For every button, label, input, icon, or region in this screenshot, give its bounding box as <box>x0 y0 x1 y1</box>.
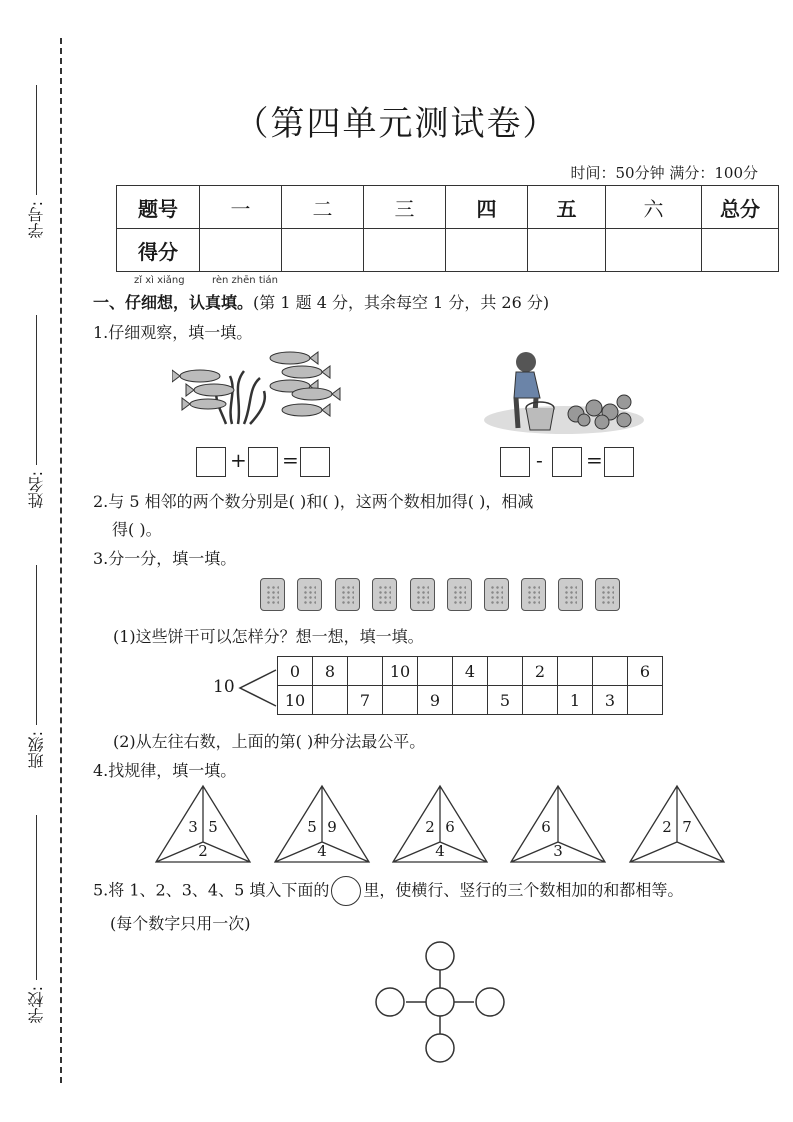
answer-circle[interactable] <box>376 988 404 1016</box>
split-cell[interactable] <box>453 686 488 715</box>
pinyin-1: zǐ xì xiǎng <box>134 275 185 286</box>
biscuit-icon <box>335 578 360 611</box>
answer-circle[interactable] <box>426 942 454 970</box>
split-cell[interactable] <box>523 686 558 715</box>
question-5: 5.将 1、2、3、4、5 填入下面的 里，使横行、竖行的三个数相加的和都相等。 <box>93 876 683 906</box>
plus-sign: + <box>230 448 247 472</box>
page-title: （第四单元测试卷） <box>234 104 559 144</box>
triangle-pattern <box>150 782 730 866</box>
split-cell: 0 <box>278 657 313 686</box>
split-cell[interactable] <box>593 657 628 686</box>
answer-box[interactable] <box>604 447 634 477</box>
split-cell: 2 <box>523 657 558 686</box>
split-cell[interactable] <box>628 686 663 715</box>
question-4: 4.找规律，填一填。 <box>93 761 237 780</box>
boy-with-balls-illustration <box>484 350 644 435</box>
split-bracket <box>238 668 278 708</box>
score-header-cell: 二 <box>282 186 364 229</box>
split-cell: 9 <box>418 686 453 715</box>
split-cell: 3 <box>593 686 628 715</box>
score-header-cell: 三 <box>364 186 446 229</box>
answer-box[interactable] <box>552 447 582 477</box>
score-header-cell: 五 <box>528 186 606 229</box>
score-cell[interactable] <box>282 229 364 272</box>
circle-icon <box>331 876 361 906</box>
split-cell[interactable] <box>488 657 523 686</box>
triangle-number: 9 <box>327 818 337 836</box>
split-cell: 1 <box>558 686 593 715</box>
question-3-sub2: (2)从左往右数，上面的第( )种分法最公平。 <box>113 732 426 751</box>
score-cell[interactable] <box>364 229 446 272</box>
score-cell[interactable] <box>200 229 282 272</box>
biscuit-icon <box>521 578 546 611</box>
biscuit-icon <box>410 578 435 611</box>
split-cell[interactable] <box>383 686 418 715</box>
question-1: 1.仔细观察，填一填。 <box>93 323 253 342</box>
split-cell: 10 <box>278 686 313 715</box>
total-ten: 10 <box>213 677 235 697</box>
score-row-label: 得分 <box>117 229 200 272</box>
triangle-number: 2 <box>425 818 435 836</box>
split-cell: 6 <box>628 657 663 686</box>
student-id-label: 学号: <box>18 85 54 238</box>
equals-sign: = <box>282 448 299 472</box>
class-label: 班级: <box>18 565 54 768</box>
binding-dashed-line <box>60 38 62 1083</box>
biscuit-icon <box>297 578 322 611</box>
minus-sign: - <box>536 448 543 472</box>
answer-box[interactable] <box>196 447 226 477</box>
triangle-number: 6 <box>445 818 455 836</box>
triangle-number: 5 <box>307 818 317 836</box>
triangle-number: 2 <box>662 818 672 836</box>
triangle-number: 2 <box>198 842 208 860</box>
time-score-info: 时间：50分钟 满分：100分 <box>570 164 758 182</box>
question-2-line2: 得( )。 <box>112 520 162 539</box>
split-table <box>277 656 663 715</box>
biscuit-icon <box>372 578 397 611</box>
section1-heading: 一、仔细想，认真填。(第 1 题 4 分，其余每空 1 分，共 26 分) <box>93 293 550 312</box>
biscuit-icon <box>595 578 620 611</box>
answer-circle[interactable] <box>426 1034 454 1062</box>
score-header-cell: 四 <box>446 186 528 229</box>
split-cell[interactable] <box>348 657 383 686</box>
score-cell[interactable] <box>446 229 528 272</box>
triangle-number: 3 <box>188 818 198 836</box>
answer-box[interactable] <box>248 447 278 477</box>
score-header-cell: 六 <box>606 186 702 229</box>
answer-box[interactable] <box>500 447 530 477</box>
triangle-number: 7 <box>682 818 692 836</box>
triangle-number: 5 <box>208 818 218 836</box>
score-cell[interactable] <box>702 229 779 272</box>
split-cell[interactable] <box>418 657 453 686</box>
split-cell: 7 <box>348 686 383 715</box>
score-cell[interactable] <box>528 229 606 272</box>
split-cell[interactable] <box>558 657 593 686</box>
triangle-number: 4 <box>435 842 445 860</box>
split-cell: 8 <box>313 657 348 686</box>
pinyin-2: rèn zhēn tián <box>212 275 278 286</box>
student-name-label: 姓名: <box>18 315 54 508</box>
biscuit-icon <box>447 578 472 611</box>
equals-sign: = <box>586 448 603 472</box>
triangle-number: 3 <box>553 842 563 860</box>
split-cell: 5 <box>488 686 523 715</box>
score-table <box>116 185 779 272</box>
question-2-line1: 2.与 5 相邻的两个数分别是( )和( )，这两个数相加得( )，相减 <box>93 492 534 511</box>
school-label: 学校: <box>18 815 54 1023</box>
split-cell[interactable] <box>313 686 348 715</box>
split-cell: 4 <box>453 657 488 686</box>
biscuit-icon <box>558 578 583 611</box>
triangle-number: 6 <box>541 818 551 836</box>
biscuit-icon <box>484 578 509 611</box>
answer-box[interactable] <box>300 447 330 477</box>
answer-circle[interactable] <box>476 988 504 1016</box>
fish-illustration <box>172 346 344 426</box>
split-cell: 10 <box>383 657 418 686</box>
question-3-sub1: (1)这些饼干可以怎样分？想一想，填一填。 <box>113 627 424 646</box>
score-cell[interactable] <box>606 229 702 272</box>
question-5-note: (每个数字只用一次) <box>110 914 251 933</box>
biscuit-icon <box>260 578 285 611</box>
question-3: 3.分一分，填一填。 <box>93 549 237 568</box>
cross-circles-diagram <box>374 940 508 1064</box>
score-header-cell: 题号 <box>117 186 200 229</box>
score-header-cell: 总分 <box>702 186 779 229</box>
triangle-number: 4 <box>317 842 327 860</box>
score-header-cell: 一 <box>200 186 282 229</box>
answer-circle[interactable] <box>426 988 454 1016</box>
